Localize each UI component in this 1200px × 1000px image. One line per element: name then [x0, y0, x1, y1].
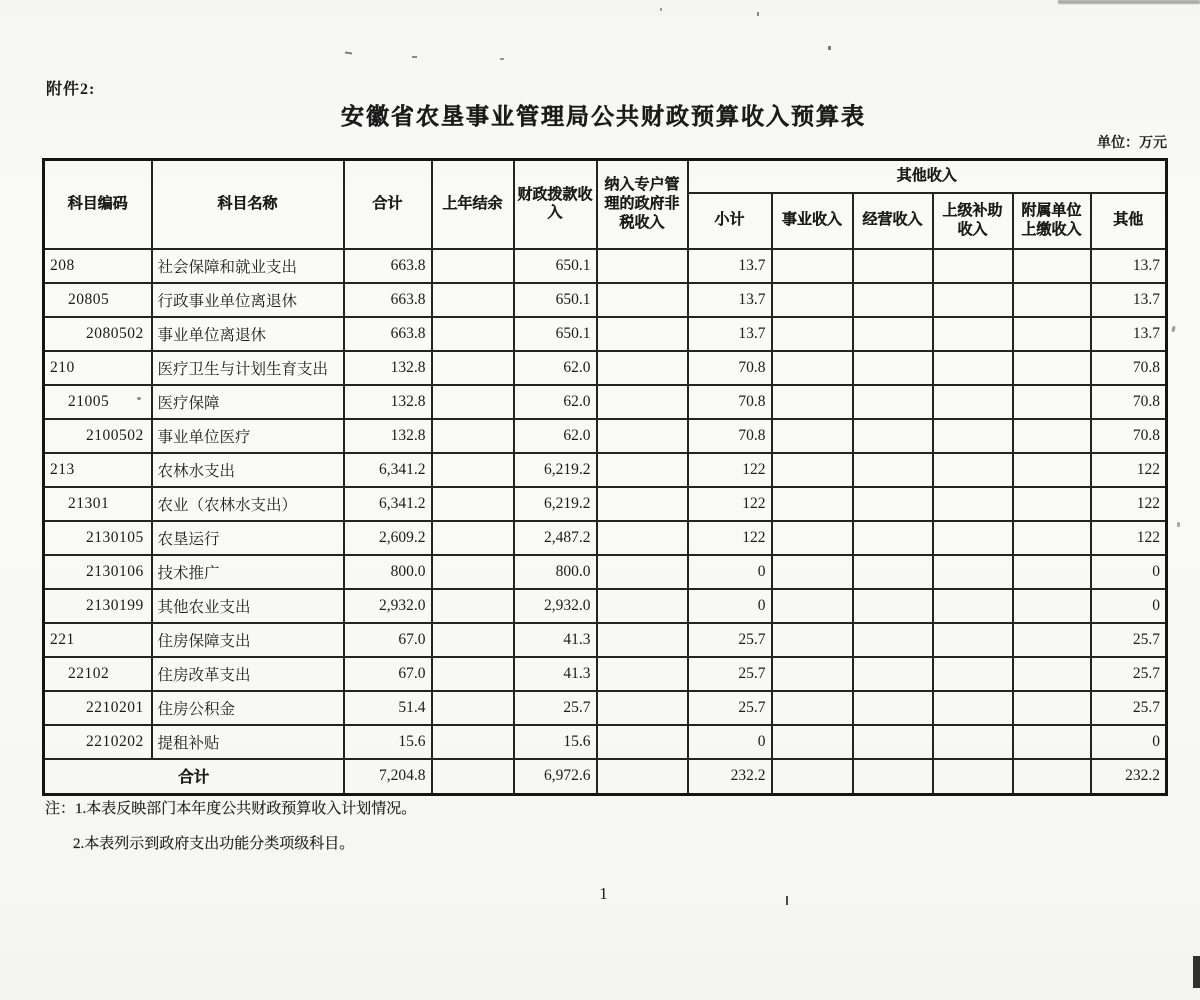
- cell-affiliate-income: [1013, 589, 1091, 623]
- cell-code: 2080502: [44, 317, 152, 351]
- col-header-affiliate-income: 附属单位上缴收入: [1013, 193, 1091, 249]
- scan-artifact: [1193, 956, 1200, 988]
- cell-nontax-income: [597, 249, 688, 283]
- cell-prev-balance: [432, 657, 514, 691]
- cell-subtotal: 13.7: [688, 283, 772, 317]
- cell-superior-subsidy: [933, 657, 1013, 691]
- cell-affiliate-income: [1013, 351, 1091, 385]
- cell-nontax-income: [597, 317, 688, 351]
- cell-fiscal-income: 800.0: [514, 555, 597, 589]
- cell-operating-income: [853, 487, 933, 521]
- cell-superior-subsidy: [933, 691, 1013, 725]
- cell-nontax-income: [597, 521, 688, 555]
- table-row: [44, 385, 1167, 419]
- cell-name: 提租补贴: [152, 725, 344, 759]
- cell-prev-balance: [432, 453, 514, 487]
- total-cell-subtotal: 232.2: [688, 759, 772, 795]
- cell-subtotal: 13.7: [688, 249, 772, 283]
- table-row: [44, 317, 1167, 351]
- cell-nontax-income: [597, 623, 688, 657]
- cell-prev-balance: [432, 249, 514, 283]
- cell-business-income: [772, 317, 853, 351]
- cell-code: 213: [44, 453, 152, 487]
- footnote-2: 2.本表列示到政府支出功能分类项级科目。: [73, 836, 355, 852]
- cell-code: 221: [44, 623, 152, 657]
- cell-name: 社会保障和就业支出: [152, 249, 344, 283]
- cell-business-income: [772, 249, 853, 283]
- cell-code: 2130105: [44, 521, 152, 555]
- cell-code: 208: [44, 249, 152, 283]
- scan-artifact: [1058, 0, 1200, 4]
- total-cell-other: 232.2: [1091, 759, 1167, 795]
- cell-affiliate-income: [1013, 623, 1091, 657]
- cell-subtotal: 0: [688, 589, 772, 623]
- scan-artifact: [1177, 522, 1180, 527]
- cell-name: 事业单位离退休: [152, 317, 344, 351]
- cell-code: 2210201: [44, 691, 152, 725]
- cell-prev-balance: [432, 589, 514, 623]
- cell-superior-subsidy: [933, 521, 1013, 555]
- cell-fiscal-income: 650.1: [514, 283, 597, 317]
- total-cell-superior-subsidy: [933, 759, 1013, 795]
- cell-prev-balance: [432, 317, 514, 351]
- cell-name: 住房公积金: [152, 691, 344, 725]
- cell-name: 医疗保障: [152, 385, 344, 419]
- cell-affiliate-income: [1013, 725, 1091, 759]
- cell-superior-subsidy: [933, 623, 1013, 657]
- table-row: [44, 487, 1167, 521]
- cell-superior-subsidy: [933, 589, 1013, 623]
- cell-business-income: [772, 623, 853, 657]
- cell-prev-balance: [432, 623, 514, 657]
- cell-code: 21301: [44, 487, 152, 521]
- cell-name: 事业单位医疗: [152, 419, 344, 453]
- cell-prev-balance: [432, 419, 514, 453]
- col-header-name: 科目名称: [152, 160, 344, 249]
- cell-other: 122: [1091, 487, 1167, 521]
- cell-code: 21005: [44, 385, 152, 419]
- total-row-label: 合计: [44, 759, 344, 795]
- cell-subtotal: 25.7: [688, 657, 772, 691]
- table-body: [44, 249, 1167, 759]
- col-header-other-income-group: 其他收入: [688, 160, 1167, 193]
- cell-operating-income: [853, 385, 933, 419]
- col-header-nontax-income: 纳入专户管理的政府非税收入: [597, 160, 688, 249]
- cell-total: 132.8: [344, 351, 432, 385]
- cell-superior-subsidy: [933, 385, 1013, 419]
- scan-artifact: [1171, 326, 1175, 333]
- cell-subtotal: 13.7: [688, 317, 772, 351]
- cell-affiliate-income: [1013, 317, 1091, 351]
- cell-total: 132.8: [344, 385, 432, 419]
- cell-superior-subsidy: [933, 249, 1013, 283]
- cell-subtotal: 70.8: [688, 385, 772, 419]
- cell-affiliate-income: [1013, 487, 1091, 521]
- cell-nontax-income: [597, 691, 688, 725]
- cell-name: 农业（农林水支出）: [152, 487, 344, 521]
- cell-subtotal: 70.8: [688, 351, 772, 385]
- cell-other: 0: [1091, 725, 1167, 759]
- cell-business-income: [772, 453, 853, 487]
- cell-operating-income: [853, 419, 933, 453]
- cell-fiscal-income: 62.0: [514, 385, 597, 419]
- table-row: [44, 521, 1167, 555]
- unit-label: 单位：万元: [1097, 136, 1167, 151]
- table-row: [44, 453, 1167, 487]
- cell-other: 25.7: [1091, 691, 1167, 725]
- total-cell-operating-income: [853, 759, 933, 795]
- cell-operating-income: [853, 725, 933, 759]
- cell-fiscal-income: 62.0: [514, 419, 597, 453]
- cell-prev-balance: [432, 725, 514, 759]
- cell-subtotal: 70.8: [688, 419, 772, 453]
- attachment-label: 附件2:: [46, 81, 96, 98]
- cell-business-income: [772, 351, 853, 385]
- table-row: [44, 623, 1167, 657]
- cell-fiscal-income: 650.1: [514, 249, 597, 283]
- cell-name: 医疗卫生与计划生育支出: [152, 351, 344, 385]
- cell-prev-balance: [432, 521, 514, 555]
- table-row: [44, 555, 1167, 589]
- table-row: [44, 725, 1167, 759]
- table-row: [44, 419, 1167, 453]
- page-number: 1: [599, 884, 608, 903]
- col-header-code: 科目编码: [44, 160, 152, 249]
- cell-prev-balance: [432, 283, 514, 317]
- cell-fiscal-income: 6,219.2: [514, 453, 597, 487]
- cell-other: 0: [1091, 555, 1167, 589]
- table-header: [44, 160, 1167, 249]
- cell-other: 70.8: [1091, 419, 1167, 453]
- cell-affiliate-income: [1013, 453, 1091, 487]
- col-header-fiscal-income: 财政拨款收入: [514, 160, 597, 249]
- cell-nontax-income: [597, 385, 688, 419]
- cell-code: 22102: [44, 657, 152, 691]
- scan-artifact: [412, 56, 417, 58]
- cell-affiliate-income: [1013, 283, 1091, 317]
- col-header-operating-income: 经营收入: [853, 193, 933, 249]
- col-header-total: 合计: [344, 160, 432, 249]
- cell-name: 其他农业支出: [152, 589, 344, 623]
- cell-prev-balance: [432, 487, 514, 521]
- cell-prev-balance: [432, 385, 514, 419]
- cell-affiliate-income: [1013, 249, 1091, 283]
- document-title: 安徽省农垦事业管理局公共财政预算收入预算表: [341, 104, 866, 129]
- cell-name: 技术推广: [152, 555, 344, 589]
- cell-nontax-income: [597, 453, 688, 487]
- cell-other: 13.7: [1091, 249, 1167, 283]
- cell-fiscal-income: 6,219.2: [514, 487, 597, 521]
- cell-other: 122: [1091, 521, 1167, 555]
- cell-affiliate-income: [1013, 521, 1091, 555]
- cell-superior-subsidy: [933, 351, 1013, 385]
- cell-fiscal-income: 41.3: [514, 657, 597, 691]
- cell-nontax-income: [597, 657, 688, 691]
- cell-total: 663.8: [344, 249, 432, 283]
- cell-total: 51.4: [344, 691, 432, 725]
- cell-superior-subsidy: [933, 453, 1013, 487]
- cell-business-income: [772, 487, 853, 521]
- cell-business-income: [772, 419, 853, 453]
- cell-affiliate-income: [1013, 419, 1091, 453]
- cell-total: 67.0: [344, 657, 432, 691]
- cell-fiscal-income: 650.1: [514, 317, 597, 351]
- cell-other: 70.8: [1091, 385, 1167, 419]
- cell-nontax-income: [597, 589, 688, 623]
- table-row: [44, 283, 1167, 317]
- cell-total: 663.8: [344, 283, 432, 317]
- cell-nontax-income: [597, 419, 688, 453]
- cell-fiscal-income: 15.6: [514, 725, 597, 759]
- table-row: [44, 351, 1167, 385]
- cell-other: 122: [1091, 453, 1167, 487]
- cell-fiscal-income: 41.3: [514, 623, 597, 657]
- cell-total: 663.8: [344, 317, 432, 351]
- budget-table: [42, 158, 1168, 796]
- cell-code: 2210202: [44, 725, 152, 759]
- cell-code: 2100502: [44, 419, 152, 453]
- col-header-other: 其他: [1091, 193, 1167, 249]
- footnotes: [45, 797, 416, 867]
- col-header-superior-subsidy: 上级补助收入: [933, 193, 1013, 249]
- cell-name: 住房保障支出: [152, 623, 344, 657]
- cell-fiscal-income: 2,487.2: [514, 521, 597, 555]
- cell-superior-subsidy: [933, 555, 1013, 589]
- cell-operating-income: [853, 317, 933, 351]
- cell-superior-subsidy: [933, 317, 1013, 351]
- cell-fiscal-income: 62.0: [514, 351, 597, 385]
- scan-artifact: [500, 58, 504, 60]
- cell-total: 132.8: [344, 419, 432, 453]
- cell-fiscal-income: 25.7: [514, 691, 597, 725]
- scan-artifact: [828, 46, 831, 50]
- cell-operating-income: [853, 453, 933, 487]
- cell-other: 25.7: [1091, 657, 1167, 691]
- cell-total: 15.6: [344, 725, 432, 759]
- cell-other: 0: [1091, 589, 1167, 623]
- cell-operating-income: [853, 555, 933, 589]
- cell-total: 2,932.0: [344, 589, 432, 623]
- cell-business-income: [772, 691, 853, 725]
- cell-total: 67.0: [344, 623, 432, 657]
- cell-total: 6,341.2: [344, 453, 432, 487]
- cell-superior-subsidy: [933, 487, 1013, 521]
- total-cell-total: 7,204.8: [344, 759, 432, 795]
- cell-prev-balance: [432, 691, 514, 725]
- cell-code: 20805: [44, 283, 152, 317]
- cell-business-income: [772, 589, 853, 623]
- cell-name: 住房改革支出: [152, 657, 344, 691]
- total-cell-prev-balance: [432, 759, 514, 795]
- cell-code: 210: [44, 351, 152, 385]
- cell-operating-income: [853, 351, 933, 385]
- cell-business-income: [772, 725, 853, 759]
- scan-artifact: [660, 8, 662, 11]
- cell-affiliate-income: [1013, 555, 1091, 589]
- cell-subtotal: 122: [688, 453, 772, 487]
- cell-operating-income: [853, 589, 933, 623]
- cell-other: 13.7: [1091, 283, 1167, 317]
- cell-total: 6,341.2: [344, 487, 432, 521]
- cell-prev-balance: [432, 555, 514, 589]
- cell-affiliate-income: [1013, 691, 1091, 725]
- cell-operating-income: [853, 623, 933, 657]
- cell-nontax-income: [597, 725, 688, 759]
- cell-operating-income: [853, 283, 933, 317]
- col-header-prev-balance: 上年结余: [432, 160, 514, 249]
- table-row: [44, 249, 1167, 283]
- cell-business-income: [772, 521, 853, 555]
- cell-subtotal: 122: [688, 521, 772, 555]
- col-header-business-income: 事业收入: [772, 193, 853, 249]
- cell-subtotal: 122: [688, 487, 772, 521]
- cell-other: 70.8: [1091, 351, 1167, 385]
- table-row: [44, 657, 1167, 691]
- cell-code: 2130199: [44, 589, 152, 623]
- cell-subtotal: 25.7: [688, 691, 772, 725]
- cell-nontax-income: [597, 283, 688, 317]
- total-cell-nontax-income: [597, 759, 688, 795]
- scan-artifact: [345, 52, 352, 55]
- cell-subtotal: 25.7: [688, 623, 772, 657]
- cell-name: 农垦运行: [152, 521, 344, 555]
- cell-business-income: [772, 385, 853, 419]
- cell-nontax-income: [597, 351, 688, 385]
- cell-other: 25.7: [1091, 623, 1167, 657]
- cell-subtotal: 0: [688, 555, 772, 589]
- cell-subtotal: 0: [688, 725, 772, 759]
- cell-total: 800.0: [344, 555, 432, 589]
- cell-affiliate-income: [1013, 385, 1091, 419]
- footnote-1: 注：1.本表反映部门本年度公共财政预算收入计划情况。: [45, 801, 417, 817]
- col-header-subtotal: 小计: [688, 193, 772, 249]
- cell-code: 2130106: [44, 555, 152, 589]
- cell-operating-income: [853, 521, 933, 555]
- cell-affiliate-income: [1013, 657, 1091, 691]
- scan-artifact: [757, 12, 759, 16]
- total-cell-affiliate-income: [1013, 759, 1091, 795]
- cell-name: 行政事业单位离退休: [152, 283, 344, 317]
- cell-prev-balance: [432, 351, 514, 385]
- cell-fiscal-income: 2,932.0: [514, 589, 597, 623]
- cell-operating-income: [853, 249, 933, 283]
- table-row: [44, 589, 1167, 623]
- cell-total: 2,609.2: [344, 521, 432, 555]
- cell-operating-income: [853, 691, 933, 725]
- cell-business-income: [772, 657, 853, 691]
- cell-other: 13.7: [1091, 317, 1167, 351]
- total-cell-business-income: [772, 759, 853, 795]
- cell-nontax-income: [597, 555, 688, 589]
- cell-business-income: [772, 283, 853, 317]
- total-cell-fiscal-income: 6,972.6: [514, 759, 597, 795]
- cell-name: 农林水支出: [152, 453, 344, 487]
- cell-business-income: [772, 555, 853, 589]
- cell-superior-subsidy: [933, 419, 1013, 453]
- cell-nontax-income: [597, 487, 688, 521]
- cell-operating-income: [853, 657, 933, 691]
- table-row: [44, 691, 1167, 725]
- cell-superior-subsidy: [933, 725, 1013, 759]
- cell-superior-subsidy: [933, 283, 1013, 317]
- total-row: [44, 759, 1167, 795]
